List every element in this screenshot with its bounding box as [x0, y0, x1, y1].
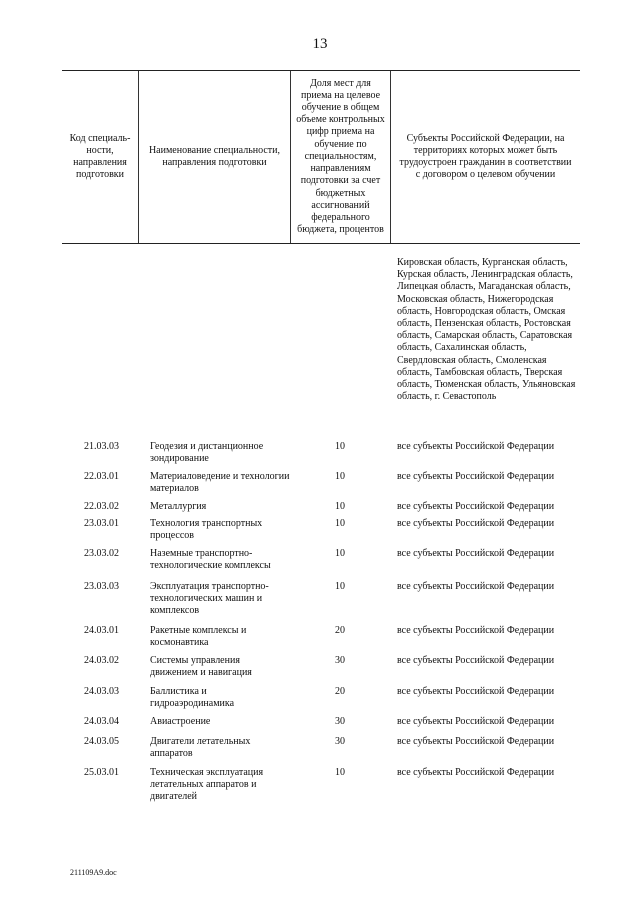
- row-share: 10: [335, 767, 345, 778]
- row-subjects: все субъекты Российской Федерации: [397, 736, 555, 747]
- row-share: 20: [335, 625, 345, 636]
- row-share: 20: [335, 686, 345, 697]
- row-share: 10: [335, 581, 345, 592]
- row-share: 30: [335, 655, 345, 666]
- row-code: 22.03.02: [84, 501, 119, 512]
- row-name: Авиастроение: [150, 716, 211, 727]
- row-share: 10: [335, 471, 345, 482]
- header-subjects: Субъекты Российской Федерации, на территориях которых может быть трудоустроен гражданин в соответствии с договором о целевом обучении: [390, 71, 580, 243]
- row-code: 24.03.04: [84, 716, 119, 727]
- row-name: Системы управления движением и навигация: [150, 655, 252, 679]
- continued-subjects: Кировская область, Курганская область, Курская область, Ленинградская область, Липецкая область, Магаданская область, Московская область, Нижегородская область, Новгородская область, Омская область, Пензенская область, Ростовская область, Самарская область, Саратовская область, Сахалинская область, Свердловская область, Смоленская область, Тамбовская область, Тверская область, Тюменская область, Ульяновская область, г. Севастополь: [397, 257, 576, 403]
- row-subjects: все субъекты Российской Федерации: [397, 548, 555, 559]
- row-name: Металлургия: [150, 501, 207, 512]
- row-name: Баллистика и гидроаэродинамика: [150, 686, 235, 710]
- row-name: Наземные транспортно-технологические комплексы: [150, 548, 271, 572]
- footer-filename: 211109A9.doc: [70, 868, 117, 877]
- row-code: 23.03.02: [84, 548, 119, 559]
- row-subjects: все субъекты Российской Федерации: [397, 441, 555, 452]
- row-code: 24.03.03: [84, 686, 119, 697]
- row-subjects: все субъекты Российской Федерации: [397, 655, 555, 666]
- row-subjects: все субъекты Российской Федерации: [397, 518, 555, 529]
- row-code: 23.03.03: [84, 581, 119, 592]
- row-code: 22.03.01: [84, 471, 119, 482]
- row-code: 23.03.01: [84, 518, 119, 529]
- header-name: Наименование специальности, направления подготовки: [138, 71, 290, 243]
- row-share: 10: [335, 548, 345, 559]
- row-name: Техническая эксплуатация летательных аппаратов и двигателей: [150, 767, 264, 803]
- row-code: 25.03.01: [84, 767, 119, 778]
- row-subjects: все субъекты Российской Федерации: [397, 501, 555, 512]
- row-share: 30: [335, 716, 345, 727]
- row-subjects: все субъекты Российской Федерации: [397, 686, 555, 697]
- row-code: 24.03.01: [84, 625, 119, 636]
- row-code: 21.03.03: [84, 441, 119, 452]
- row-subjects: все субъекты Российской Федерации: [397, 767, 555, 778]
- row-name: Технология транспортных процессов: [150, 518, 263, 542]
- page-number: 13: [312, 36, 328, 52]
- table-header: [62, 70, 580, 244]
- row-share: 10: [335, 518, 345, 529]
- row-name: Материаловедение и технологии материалов: [150, 471, 290, 495]
- row-code: 24.03.05: [84, 736, 119, 747]
- row-subjects: все субъекты Российской Федерации: [397, 716, 555, 727]
- row-code: 24.03.02: [84, 655, 119, 666]
- row-share: 10: [335, 501, 345, 512]
- row-subjects: все субъекты Российской Федерации: [397, 581, 555, 592]
- row-name: Двигатели летательных аппаратов: [150, 736, 251, 760]
- row-subjects: все субъекты Российской Федерации: [397, 471, 555, 482]
- row-name: Эксплуатация транспортно-технологических машин и комплексов: [150, 581, 269, 617]
- row-name: Ракетные комплексы и космонавтика: [150, 625, 247, 649]
- header-code: Код специаль-ности, направления подготовки: [69, 132, 131, 181]
- header-share: Доля мест для приема на целевое обучение в общем объеме контрольных цифр приема на обучение по специальностям, направлениям подготовки за счет бюджетных ассигнований федерального бюджета, процентов: [290, 71, 390, 243]
- row-subjects: все субъекты Российской Федерации: [397, 625, 555, 636]
- row-name: Геодезия и дистанционное зондирование: [150, 441, 264, 465]
- row-share: 10: [335, 441, 345, 452]
- row-share: 30: [335, 736, 345, 747]
